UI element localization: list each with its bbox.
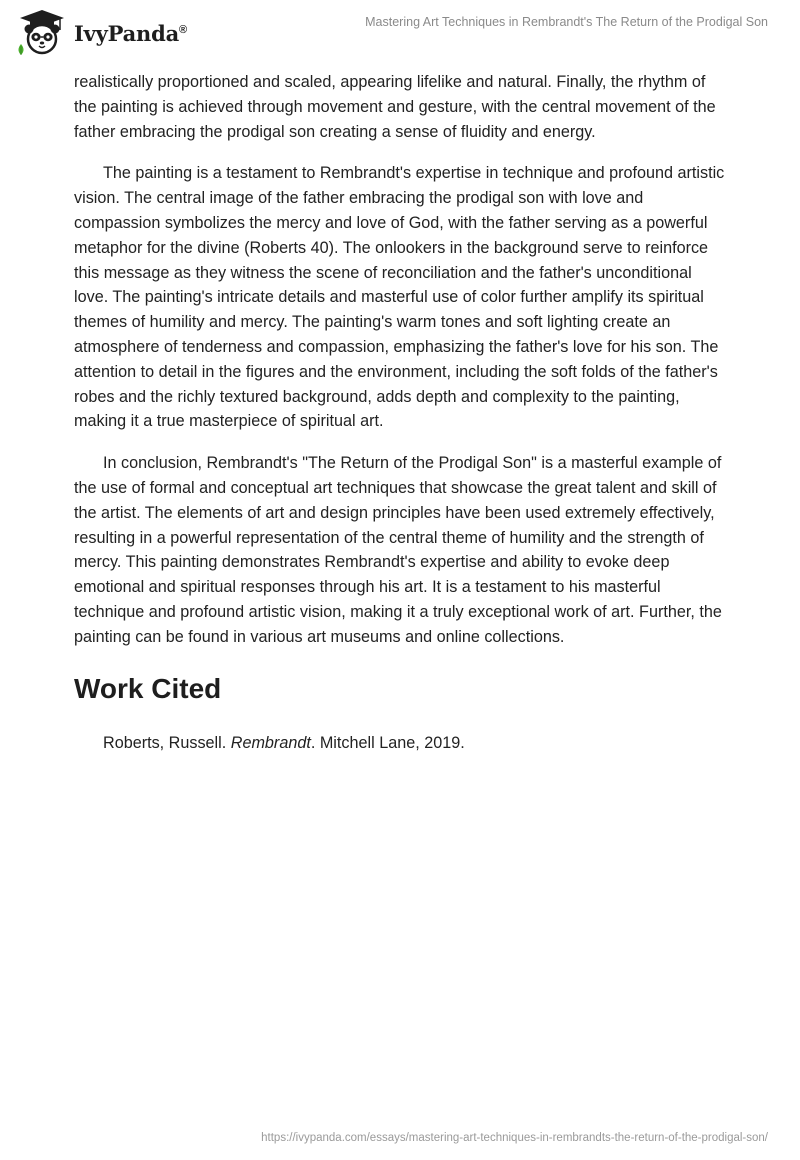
brand-name: IvyPanda® <box>74 21 187 46</box>
ivypanda-logo[interactable] <box>14 8 214 58</box>
essay-body <box>74 70 726 755</box>
source-url[interactable]: https://ivypanda.com/essays/mastering-art-techniques-in-rembrandts-the-return-of-the-prodigal-son/ <box>261 1132 768 1144</box>
citation-entry <box>103 731 726 755</box>
works-cited-heading: Work Cited <box>74 672 222 704</box>
citation-author: Roberts, Russell. <box>103 733 231 752</box>
panda-graduate-icon <box>14 8 70 56</box>
citation-publisher: . Mitchell Lane, 2019. <box>310 733 465 752</box>
page-header <box>0 0 800 70</box>
paragraph: The painting is a testament to Rembrandt's expertise in technique and profound artistic vision. The central image of the father embracing the prodigal son with love and compassion symbolizes the mercy and love of God, with the father serving as a powerful metaphor for the divine (Roberts 40). The onlookers in the background serve to reinforce this message as they witness the scene of reconciliation and the father's unconditional love. The painting's intricate details and masterful use of color further amplify its spiritual themes of humility and mercy. The painting's warm tones and soft lighting create an atmosphere of tenderness and compassion, emphasizing the father's love for his son. The attention to detail in the figures and the environment, including the soft folds of the father's robes and the richly textured background, adds depth and complexity to the painting, making it a true masterpiece of spiritual art. <box>74 164 725 431</box>
document-title: Mastering Art Techniques in Rembrandt's The Return of the Prodigal Son <box>365 15 768 29</box>
paragraph: realistically proportioned and scaled, appearing lifelike and natural. Finally, the rhythm of the painting is achieved through movement and gesture, with the central movement of the father embracing the prodigal son creating a sense of fluidity and energy. <box>74 73 716 141</box>
citation-title: Rembrandt <box>230 733 311 752</box>
paragraph: In conclusion, Rembrandt's "The Return of the Prodigal Son" is a masterful example of the use of formal and conceptual art techniques that showcase the great talent and skill of the artist. The elements of art and design principles have been used extremely effectively, resulting in a powerful representation of the central theme of humility and the strength of mercy. This painting demonstrates Rembrandt's expertise and ability to evoke deep emotional and spiritual responses through his art. It is a testament to his masterful technique and profound artistic vision, making it a truly exceptional work of art. Further, the painting can be found in various art museums and online collections. <box>74 454 722 646</box>
